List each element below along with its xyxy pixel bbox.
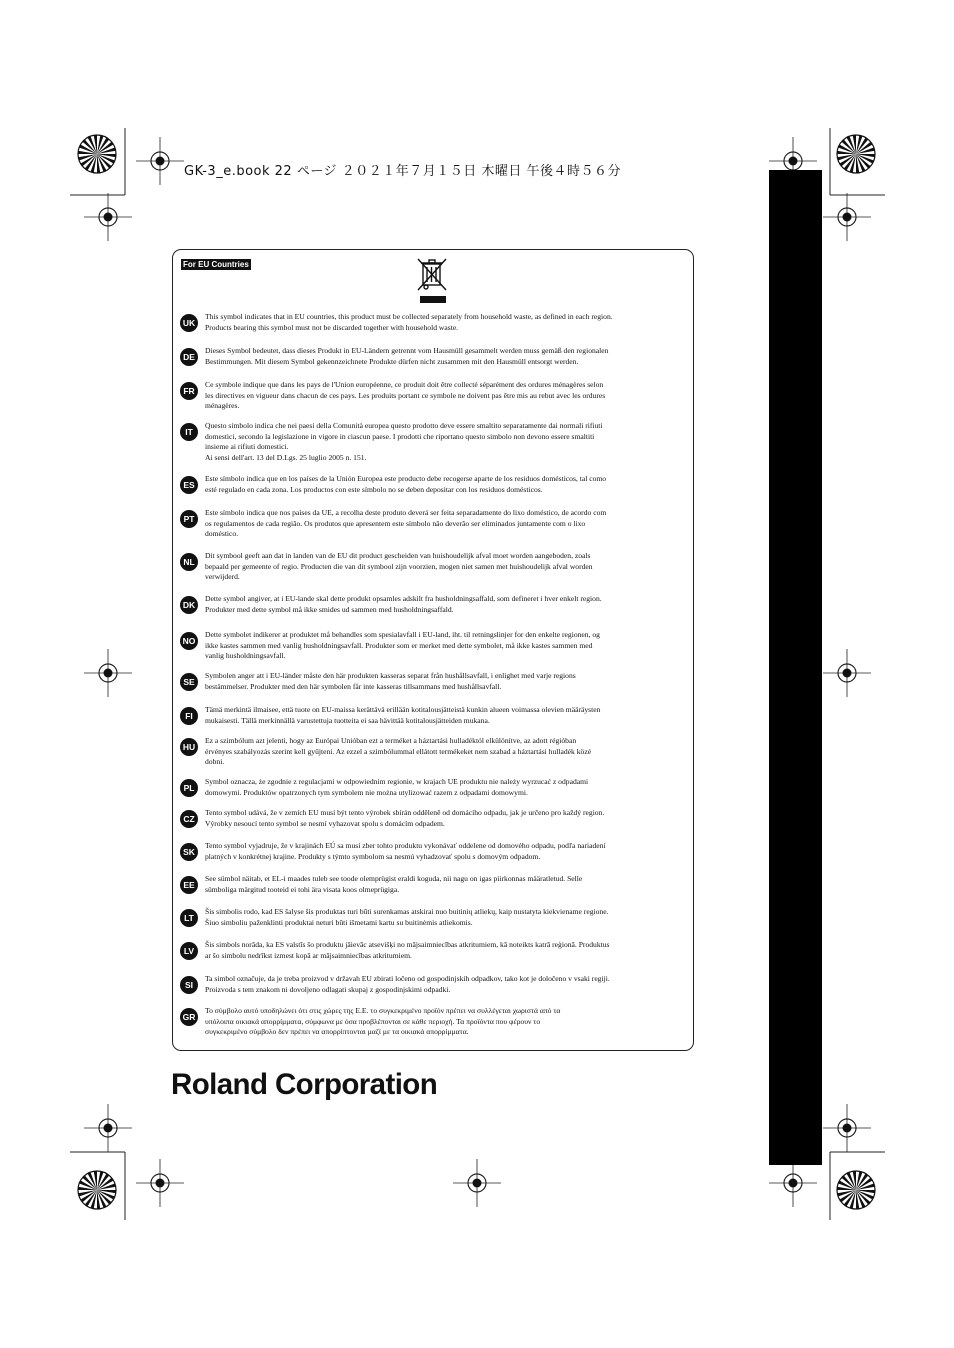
- country-code-badge: CZ: [180, 810, 198, 828]
- eu-countries-label: For EU Countries: [183, 260, 249, 269]
- notice-line: Este símbolo indica que nos países da UE, a recolha deste produto deverá ser feita separadamente do lixo doméstico, de acordo com: [205, 508, 607, 517]
- country-code-badge: PL: [180, 779, 198, 797]
- notice-text: [205, 421, 685, 463]
- print-header: GK-3_e.book 22 ページ ２０２１年７月１５日 木曜日 午後４時５６分: [184, 164, 621, 179]
- notice-line: esté regulado en cada zona. Los productos con este símbolo no se deben depositar con los residuos domésticos.: [205, 484, 543, 494]
- notice-line: Dieses Symbol bedeutet, dass dieses Produkt in EU-Ländern getrennt vom Hausmüll gesammelt werden muss gemäß den regionalen: [205, 346, 609, 355]
- country-code-badge: HU: [180, 738, 198, 756]
- country-code-badge: FI: [180, 707, 198, 725]
- registration-target-icon: [136, 1159, 184, 1207]
- country-code-badge: DE: [180, 348, 198, 366]
- notice-text: [205, 474, 685, 495]
- country-code-badge: GR: [180, 1008, 198, 1026]
- notice-line: Tento symbol udává, že v zemích EU musí být tento výrobek sbírán odděleně od domácího odpadu, jak je určeno pro každý region.: [205, 808, 605, 817]
- country-code-badge: SE: [180, 673, 198, 691]
- notice-text: [205, 551, 685, 583]
- starburst-registration-icon: [78, 135, 116, 173]
- notice-line: Ez a szimbólum azt jelenti, hogy az Európai Unióban ezt a terméket a háztartási hulladéktól elkülönítve, az adott régióban: [205, 736, 577, 745]
- notice-text: [205, 705, 685, 726]
- notice-line: sümboliga märgitud tooteid ei tohi ära visata koos olmeprügiga.: [205, 884, 400, 894]
- crossed-out-wheelie-bin-icon: [414, 256, 450, 306]
- notice-text: [205, 671, 685, 692]
- notice-text: [205, 841, 685, 862]
- notice-text: [205, 777, 685, 798]
- notice-text: [205, 380, 685, 412]
- notice-line: Products bearing this symbol must not be discarded together with household waste.: [205, 322, 459, 332]
- notice-line: insieme ai rifiuti domestici.: [205, 442, 289, 452]
- registration-target-icon: [136, 137, 184, 185]
- notice-line: ar šo simbolu nedrīkst izmest kopā ar mājsaimniecības atkritumiem.: [205, 950, 412, 960]
- registration-target-icon: [823, 649, 871, 697]
- notice-line: Tämä merkintä ilmaisee, että tuote on EU-maissa kerättävä erillään kotitalousjätteistä kunkin alueen voimassa olevien määräysten: [205, 705, 601, 714]
- notice-line: Ce symbole indique que dans les pays de l'Union européenne, ce produit doit être collecté séparément des ordures ménagères selon: [205, 380, 604, 389]
- notice-text: [205, 874, 685, 895]
- notice-line: Výrobky nesoucí tento symbol se nesmí vyhazovat spolu s domácím odpadem.: [205, 818, 445, 828]
- notice-line: mukaisesti. Tällä merkinnällä varustettuja tuotteita ei saa hävittää kotitalousjätteiden mukana.: [205, 715, 490, 725]
- notice-line: Este símbolo indica que en los países de la Unión Europea este producto debe recogerse aparte de los residuos domésticos, tal como: [205, 474, 607, 483]
- notice-line: See sümbol näitab, et EL-i maades tuleb see toode olemprügist eraldi koguda, nii nagu on igas piirkonnas määratletud. Selle: [205, 874, 583, 883]
- side-tab-bar: [769, 170, 822, 1165]
- notice-line: Dit symbool geeft aan dat in landen van de EU dit product gescheiden van huishoudelijk afval moet worden aangeboden, zoals: [205, 551, 591, 560]
- notice-line: domowymi. Produktów opatrzonych tym symbolem nie można utylizować razem z odpadami domowymi.: [205, 787, 528, 797]
- notice-line: υπόλοιπα οικιακά απορρίμματα, σύμφωνα με όσα προβλέπονται σε κάθε περιοχή. Τα προϊόντα που φέρουν το: [205, 1016, 541, 1026]
- notice-line: platných v konkrétnej krajine. Produkty s týmto symbolom sa nesmú vyhadzovať spolu s domovým odpadom.: [205, 851, 541, 861]
- notice-text: [205, 594, 685, 615]
- registration-target-icon: [84, 649, 132, 697]
- starburst-registration-icon: [837, 1171, 875, 1209]
- country-code-badge: SI: [180, 976, 198, 994]
- notice-text: [205, 312, 685, 333]
- country-code-badge: SK: [180, 843, 198, 861]
- country-code-badge: UK: [180, 314, 198, 332]
- country-code-badge: ES: [180, 476, 198, 494]
- notice-line: Ta simbol označuje, da je treba proizvod v državah EU zbirati ločeno od gospodinjskih odpadkov, tako kot je določeno v vsaki regiji.: [205, 974, 610, 983]
- country-code-badge: PT: [180, 510, 198, 528]
- notice-line: bestämmelser. Produkter med den här symbolen får inte kasseras tillsammans med hushållsavfall.: [205, 681, 502, 691]
- registration-target-icon: [84, 193, 132, 241]
- notice-line: os regulamentos de cada região. Os produtos que apresentem este símbolo não deverão ser eliminados juntamente com o lixo: [205, 518, 586, 528]
- country-code-badge: NO: [180, 632, 198, 650]
- country-code-badge: FR: [180, 382, 198, 400]
- registration-target-icon: [769, 1159, 817, 1207]
- notice-text: [205, 346, 685, 367]
- notice-line: Symbol oznacza, że zgodnie z regulacjami w odpowiednim regionie, w krajach UE produktu nie należy wyrzucać z odpadami: [205, 777, 589, 786]
- notice-line: Το σύμβολο αυτό υποδηλώνει ότι στις χώρες της Ε.Ε. το συγκεκριμένο προϊόν πρέπει να συλλέγεται χωριστά από τα: [205, 1006, 561, 1015]
- notice-line: Dette symbolet indikerer at produktet må behandles som spesialavfall i EU-land, iht. til retningslinjer for den enkelte regionen, og: [205, 630, 600, 639]
- notice-line: Šis simbols norāda, ka ES valstīs šo produktu jāievāc atsevišķi no mājsaimniecības atkritumiem, kā noteikts katrā reģionā. Produktus: [205, 940, 610, 949]
- notice-line: Tento symbol vyjadruje, že v krajinách EÚ sa musí zber tohto produktu vykonávať oddelene od domového odpadu, podľa nariadení: [205, 841, 606, 850]
- country-code-badge: NL: [180, 553, 198, 571]
- country-code-badge: EE: [180, 876, 198, 894]
- notice-line: domestici, secondo la legislazione in vigore in ciascun paese. I prodotti che riportano questo simbolo non devono essere smaltiti: [205, 431, 595, 441]
- starburst-registration-icon: [78, 1171, 116, 1209]
- notice-text: [205, 940, 685, 961]
- notice-line: Bestimmungen. Mit diesem Symbol gekennzeichnete Produkte dürfen nicht zusammen mit den Hausmüll entsorgt werden.: [205, 356, 579, 366]
- notice-text: [205, 508, 685, 540]
- registration-target-icon: [823, 1104, 871, 1152]
- notice-text: [205, 974, 685, 995]
- country-code-badge: LV: [180, 942, 198, 960]
- notice-line: verwijderd.: [205, 572, 240, 582]
- notice-line: Šiuo simboliu paženklinti produktai neturi būti išmetami kartu su buitinėmis atliekomis.: [205, 917, 473, 927]
- notice-text: [205, 907, 685, 928]
- notice-line: Dette symbol angiver, at i EU-lande skal dette produkt opsamles adskilt fra husholdningsaffald, som defineret i hver enkelt region.: [205, 594, 602, 603]
- notice-line: Questo simbolo indica che nei paesi della Comunità europea questo prodotto deve essere smaltito separatamente dai normali rifiuti: [205, 421, 603, 430]
- notice-text: [205, 630, 685, 662]
- notice-text: [205, 1006, 685, 1038]
- country-code-badge: IT: [180, 423, 198, 441]
- notice-line: Produkter med dette symbol må ikke smides ud sammen med husholdningsaffald.: [205, 604, 454, 614]
- notice-line: dobni.: [205, 757, 225, 767]
- country-code-badge: LT: [180, 909, 198, 927]
- brand-footer: Roland Corporation: [171, 1068, 438, 1101]
- country-code-badge: DK: [180, 596, 198, 614]
- registration-target-icon: [823, 193, 871, 241]
- registration-target-icon: [84, 1104, 132, 1152]
- notice-line: This symbol indicates that in EU countries, this product must be collected separately from household waste, as defined in each region.: [205, 312, 613, 321]
- notice-text: [205, 736, 685, 768]
- notice-line: ménagères.: [205, 401, 240, 411]
- notice-line: les directives en vigueur dans chacun de ces pays. Les produits portant ce symbole ne doivent pas être mis au rebut avec les ordures: [205, 390, 606, 400]
- notice-text: [205, 808, 685, 829]
- starburst-registration-icon: [837, 135, 875, 173]
- notice-line: Ai sensi dell'art. 13 del D.Lgs. 25 luglio 2005 n. 151.: [205, 452, 367, 462]
- notice-line: doméstico.: [205, 529, 239, 539]
- notice-line: Šis simbolis rodo, kad ES šalyse šis produktas turi būti surenkamas atskirai nuo buitinių atliekų, kaip nustatyta kiekviename regione.: [205, 907, 609, 916]
- notice-line: Proizvoda s tem znakom ni dovoljeno odlagati skupaj z gospodinjskimi odpadki.: [205, 984, 451, 994]
- notice-line: bepaald per gemeente of regio. Producten die van dit symbool zijn voorzien, mogen niet samen met huishoudelijk afval worden: [205, 561, 593, 571]
- notice-line: συγκεκριμένο σύμβολο δεν πρέπει να απορρίπτονται μαζί με τα οικιακά απορρίμματα.: [205, 1027, 469, 1037]
- notice-line: Symbolen anger att i EU-länder måste den här produkten kasseras separat från hushållsavfall, i enlighet med varje regions: [205, 671, 576, 680]
- notice-line: vanlig husholdningsavfall.: [205, 651, 286, 661]
- registration-target-icon: [453, 1159, 501, 1207]
- notice-line: ikke kastes sammen med vanlig husholdningsavfall. Produkter som er merket med dette symbolet, må ikke kastes sammen med: [205, 640, 593, 650]
- notice-line: érvényes szabályozás szerint kell gyűjteni. Az ezzel a szimbólummal ellátott termékeket nem szabad a háztartási hulladék közé: [205, 746, 592, 756]
